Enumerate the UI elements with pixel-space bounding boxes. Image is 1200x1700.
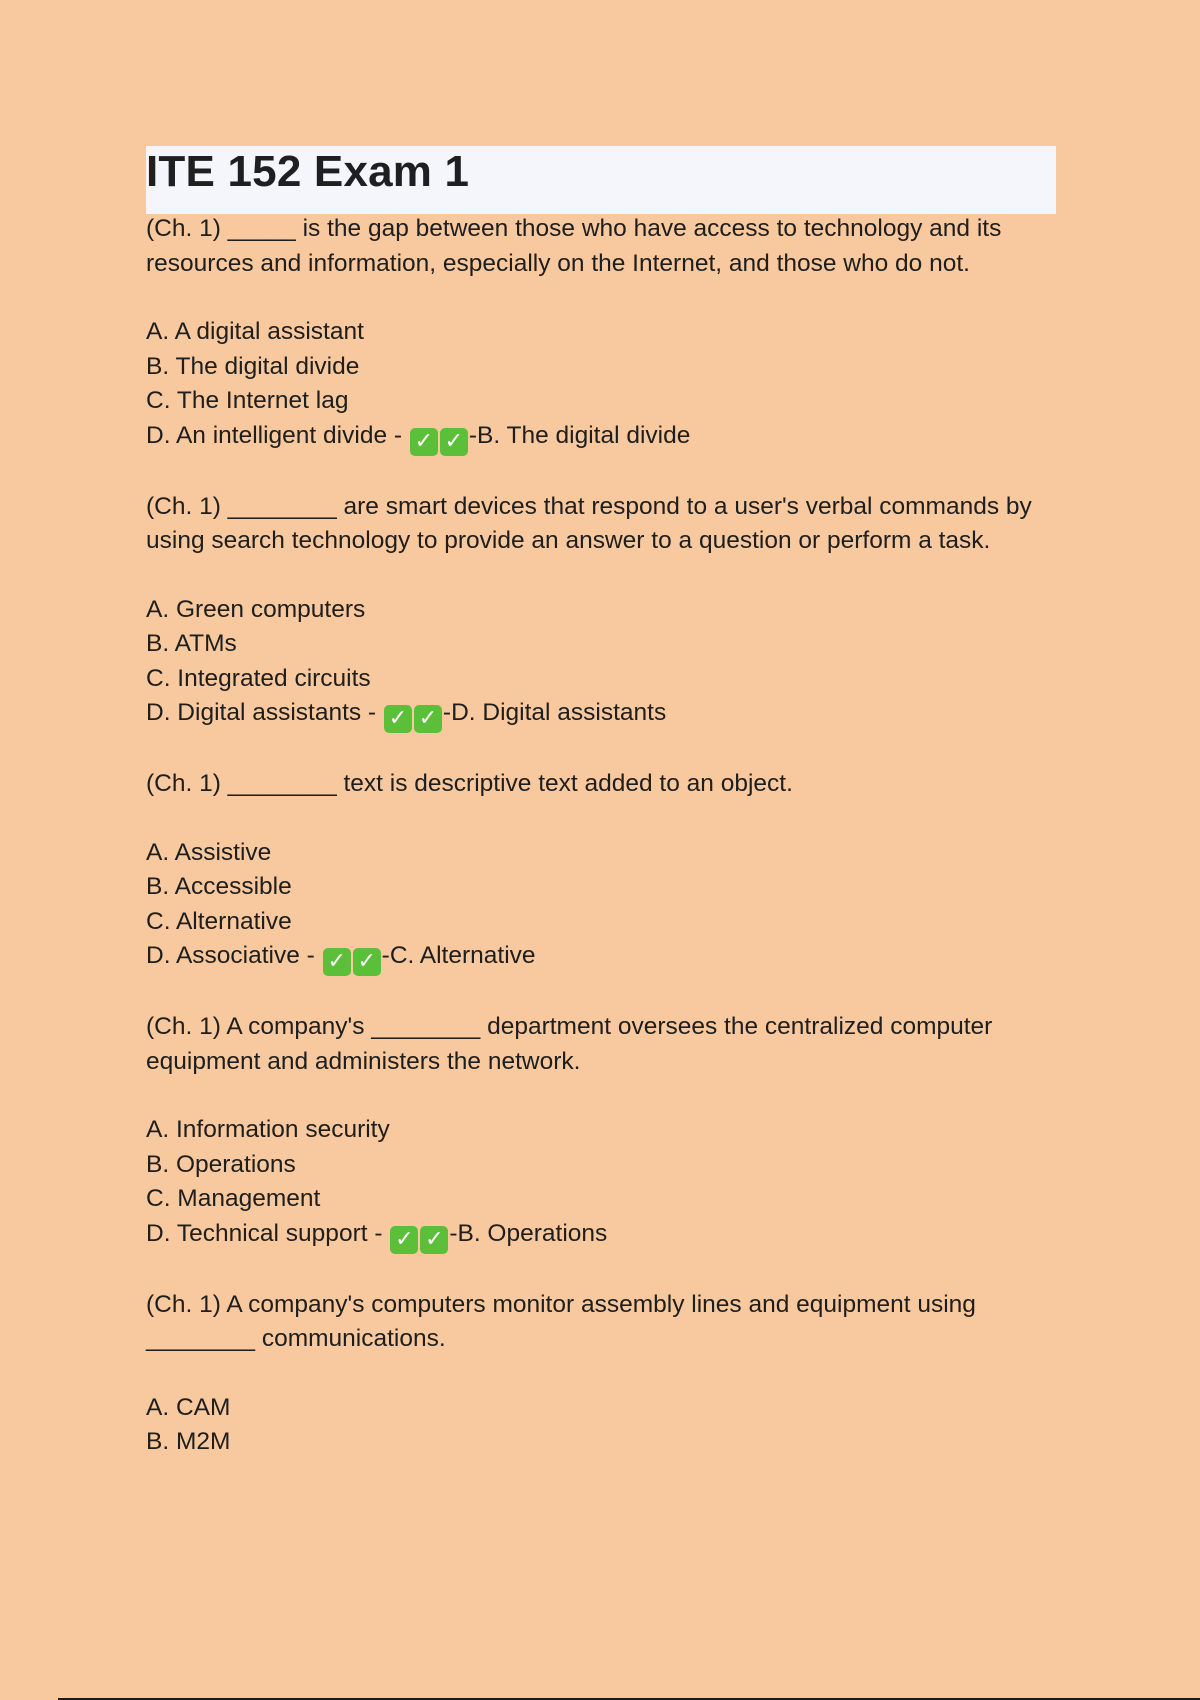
check-mark-button-icon: ✓ bbox=[410, 428, 438, 456]
question-2 bbox=[146, 490, 1066, 734]
option-d-with-answer bbox=[146, 419, 1066, 456]
question-4 bbox=[146, 1010, 1066, 1254]
option-a bbox=[146, 315, 1066, 350]
answer-text: -C. Alternative bbox=[381, 942, 536, 969]
option-text: C. The Internet lag bbox=[146, 387, 349, 414]
option-c bbox=[146, 384, 1066, 419]
answer-text: -B. The digital divide bbox=[468, 421, 691, 449]
question-stem: (Ch. 1) A company's computers monitor assembly lines and equipment using ________ communications. bbox=[146, 1290, 976, 1352]
option-c bbox=[146, 662, 1066, 697]
option-text: B. M2M bbox=[146, 1428, 231, 1455]
option-a bbox=[146, 1113, 1066, 1148]
option-text: A. Information security bbox=[146, 1116, 390, 1143]
option-text: B. ATMs bbox=[146, 630, 237, 657]
option-b bbox=[146, 870, 1066, 905]
option-text: C. Management bbox=[146, 1185, 321, 1212]
question-1 bbox=[146, 212, 1066, 456]
option-a bbox=[146, 836, 1066, 871]
option-text: A. CAM bbox=[146, 1393, 231, 1421]
question-5 bbox=[146, 1288, 1066, 1460]
option-text: D. An intelligent divide - bbox=[146, 421, 403, 449]
answer-text: -D. Digital assistants bbox=[442, 699, 667, 726]
option-d-with-answer bbox=[146, 939, 1066, 976]
option-c bbox=[146, 1182, 1066, 1217]
option-a bbox=[146, 593, 1066, 628]
question-list bbox=[146, 212, 1066, 1494]
document-title: ITE 152 Exam 1 bbox=[146, 147, 470, 196]
option-text: C. Alternative bbox=[146, 907, 292, 935]
option-d-with-answer bbox=[146, 696, 1066, 733]
option-text: D. Digital assistants - bbox=[146, 699, 377, 726]
option-b bbox=[146, 1425, 1066, 1460]
option-text: B. Operations bbox=[146, 1150, 296, 1178]
check-mark-button-icon: ✓ bbox=[440, 428, 468, 456]
check-mark-button-icon: ✓ bbox=[420, 1226, 448, 1254]
question-stem: (Ch. 1) _____ is the gap between those who have access to technology and its resources and information, especially on the Internet, and those who do not. bbox=[146, 215, 1002, 277]
check-mark-button-icon: ✓ bbox=[353, 948, 381, 976]
option-text: A. Assistive bbox=[146, 838, 272, 866]
answer-text: -B. Operations bbox=[449, 1219, 608, 1247]
option-a bbox=[146, 1391, 1066, 1426]
option-text: A. Green computers bbox=[146, 595, 366, 623]
option-text: D. Technical support - bbox=[146, 1219, 383, 1247]
option-text: C. Integrated circuits bbox=[146, 664, 371, 692]
question-stem: (Ch. 1) A company's ________ department oversees the centralized computer equipment and administers the network. bbox=[146, 1013, 993, 1075]
option-b bbox=[146, 627, 1066, 662]
option-text: A. A digital assistant bbox=[146, 318, 364, 345]
option-b bbox=[146, 350, 1066, 385]
option-text: B. The digital divide bbox=[146, 352, 360, 380]
option-d-with-answer bbox=[146, 1217, 1066, 1254]
check-mark-button-icon: ✓ bbox=[323, 948, 351, 976]
check-mark-button-icon: ✓ bbox=[384, 705, 412, 733]
option-c bbox=[146, 905, 1066, 940]
check-mark-button-icon: ✓ bbox=[414, 705, 442, 733]
question-stem: (Ch. 1) ________ are smart devices that respond to a user's verbal commands by using search technology to provide an answer to a question or perform a task. bbox=[146, 492, 1032, 554]
option-text: D. Associative - bbox=[146, 942, 315, 969]
question-stem: (Ch. 1) ________ text is descriptive text added to an object. bbox=[146, 770, 793, 797]
option-text: B. Accessible bbox=[146, 873, 292, 900]
question-3 bbox=[146, 767, 1066, 976]
option-b bbox=[146, 1148, 1066, 1183]
check-mark-button-icon: ✓ bbox=[390, 1226, 418, 1254]
